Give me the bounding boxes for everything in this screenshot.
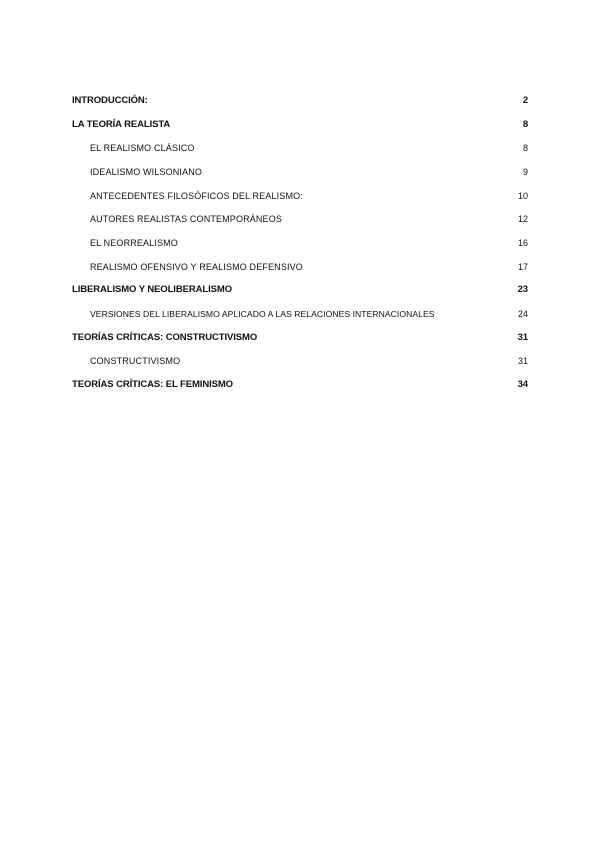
toc-entry-page: 8 (522, 119, 528, 130)
toc-entry-page: 17 (517, 262, 528, 272)
toc-entry-page: 8 (522, 143, 528, 153)
toc-entry-feminismo[interactable] (72, 378, 528, 392)
toc-entry-realismo-clasico[interactable] (72, 141, 528, 155)
toc-entry-title: ANTECEDENTES FILOSÓFICOS DEL REALISMO: (90, 191, 303, 201)
toc-entry-versiones-liberalismo[interactable] (72, 307, 528, 321)
toc-entry-idealismo-wilsoniano[interactable] (72, 165, 528, 179)
toc-entry-title: LIBERALISMO Y NEOLIBERALISMO (72, 284, 232, 295)
toc-entry-title: VERSIONES DEL LIBERALISMO APLICADO A LAS RELACIONES INTERNACIONALES (90, 309, 435, 319)
toc-entry-introduccion[interactable] (72, 94, 528, 108)
toc-entry-page: 34 (517, 379, 528, 390)
toc-entry-title: EL NEORREALISMO (90, 238, 178, 248)
toc-entry-title: TEORÍAS CRÍTICAS: CONSTRUCTIVISMO (72, 332, 258, 343)
toc-entry-title: TEORÍAS CRÍTICAS: EL FEMINISMO (72, 379, 233, 390)
toc-entry-page: 9 (522, 167, 528, 177)
toc-entry-constructivismo-critico[interactable] (72, 331, 528, 345)
toc-entry-constructivismo[interactable] (72, 354, 528, 368)
toc-entry-realismo-ofensivo[interactable] (72, 260, 528, 274)
toc-entry-title: IDEALISMO WILSONIANO (90, 167, 203, 177)
toc-entry-title: REALISMO OFENSIVO Y REALISMO DEFENSIVO (90, 262, 303, 272)
toc-entry-page: 31 (517, 356, 528, 366)
toc-entry-title: EL REALISMO CLÁSICO (90, 143, 195, 153)
toc-entry-page: 10 (517, 191, 528, 201)
toc-entry-page: 16 (517, 238, 528, 248)
toc-entry-page: 31 (517, 332, 528, 343)
toc-entry-page: 2 (522, 95, 528, 106)
table-of-contents (72, 0, 528, 848)
toc-entry-teoria-realista[interactable] (72, 118, 528, 132)
toc-entry-liberalismo[interactable] (72, 283, 528, 297)
toc-entry-neorrealismo[interactable] (72, 236, 528, 250)
toc-entry-title: INTRODUCCIÓN: (72, 95, 148, 106)
toc-entry-page: 23 (517, 284, 528, 295)
toc-entry-page: 24 (517, 309, 528, 319)
toc-entry-title: LA TEORÍA REALISTA (72, 119, 171, 130)
toc-entry-page: 12 (517, 214, 528, 224)
toc-entry-title: AUTORES REALISTAS CONTEMPORÁNEOS (90, 214, 283, 224)
toc-entry-title: CONSTRUCTIVISMO (90, 356, 181, 366)
toc-entry-antecedentes-filosoficos[interactable] (72, 189, 528, 203)
toc-entry-autores-realistas[interactable] (72, 212, 528, 226)
